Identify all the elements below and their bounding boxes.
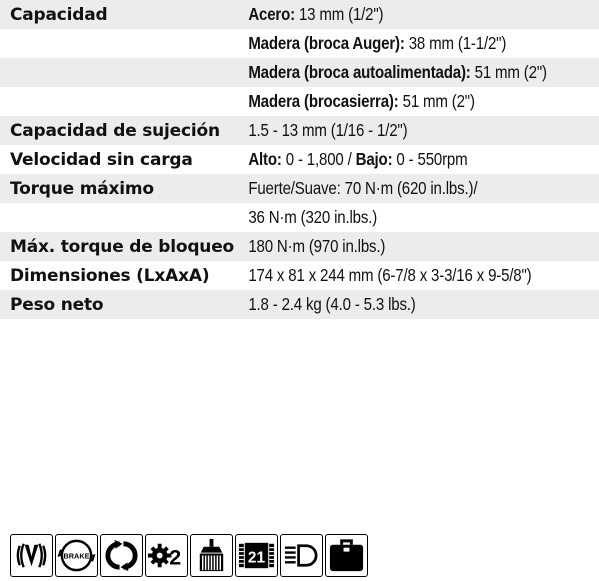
spec-row	[0, 261, 599, 290]
clutch-settings-icon	[235, 534, 278, 577]
spec-row	[0, 87, 599, 116]
svg-text:2: 2	[169, 545, 182, 570]
two-speed-gear-icon	[145, 534, 188, 577]
spec-value: Fuerte/Suave: 70 N·m (620 in.lbs.)/	[248, 178, 478, 198]
spec-value: Madera (brocasierra): 51 mm (2")	[248, 91, 475, 111]
led-light-icon	[280, 534, 323, 577]
spec-label: Dimensiones (LxAxA)	[10, 265, 210, 286]
spec-row	[0, 290, 599, 319]
spec-value: Acero: 13 mm (1/2")	[248, 4, 384, 24]
spec-row	[0, 29, 599, 58]
spec-label: Capacidad de sujeción	[10, 120, 220, 141]
spec-value: 174 x 81 x 244 mm (6-7/8 x 3-3/16 x 9-5/8")	[248, 265, 532, 285]
spec-value: 180 N·m (970 in.lbs.)	[248, 236, 386, 256]
spec-value: Alto: 0 - 1,800 / Bajo: 0 - 550rpm	[248, 149, 468, 169]
spec-row	[0, 174, 599, 203]
spec-value: Madera (broca autoalimentada): 51 mm (2")	[248, 62, 547, 82]
spec-label: Capacidad	[10, 4, 108, 25]
spec-row	[0, 232, 599, 261]
spec-label: Velocidad sin carga	[10, 149, 193, 170]
spec-value: 1.8 - 2.4 kg (4.0 - 5.3 lbs.)	[248, 294, 416, 314]
feature-icons	[10, 534, 368, 578]
variable-speed-icon	[10, 534, 53, 577]
spec-value: 1.5 - 13 mm (1/16 - 1/2")	[248, 120, 408, 140]
svg-text:21: 21	[247, 549, 266, 567]
spec-row	[0, 116, 599, 145]
carrying-case-icon	[325, 534, 368, 577]
reverse-rotation-icon	[100, 534, 143, 577]
brake-icon	[55, 534, 98, 577]
spec-value: Madera (broca Auger): 38 mm (1-1/2")	[248, 33, 507, 53]
spec-label: Peso neto	[10, 294, 104, 315]
spec-label: Máx. torque de bloqueo	[10, 236, 235, 257]
spec-row	[0, 58, 599, 87]
svg-text:BRAKE: BRAKE	[63, 551, 90, 561]
spec-row	[0, 0, 599, 29]
spec-row	[0, 203, 599, 232]
spec-row	[0, 145, 599, 174]
spec-value: 36 N·m (320 in.lbs.)	[248, 207, 378, 227]
drill-chuck-icon	[190, 534, 233, 577]
spec-label: Torque máximo	[10, 178, 154, 199]
